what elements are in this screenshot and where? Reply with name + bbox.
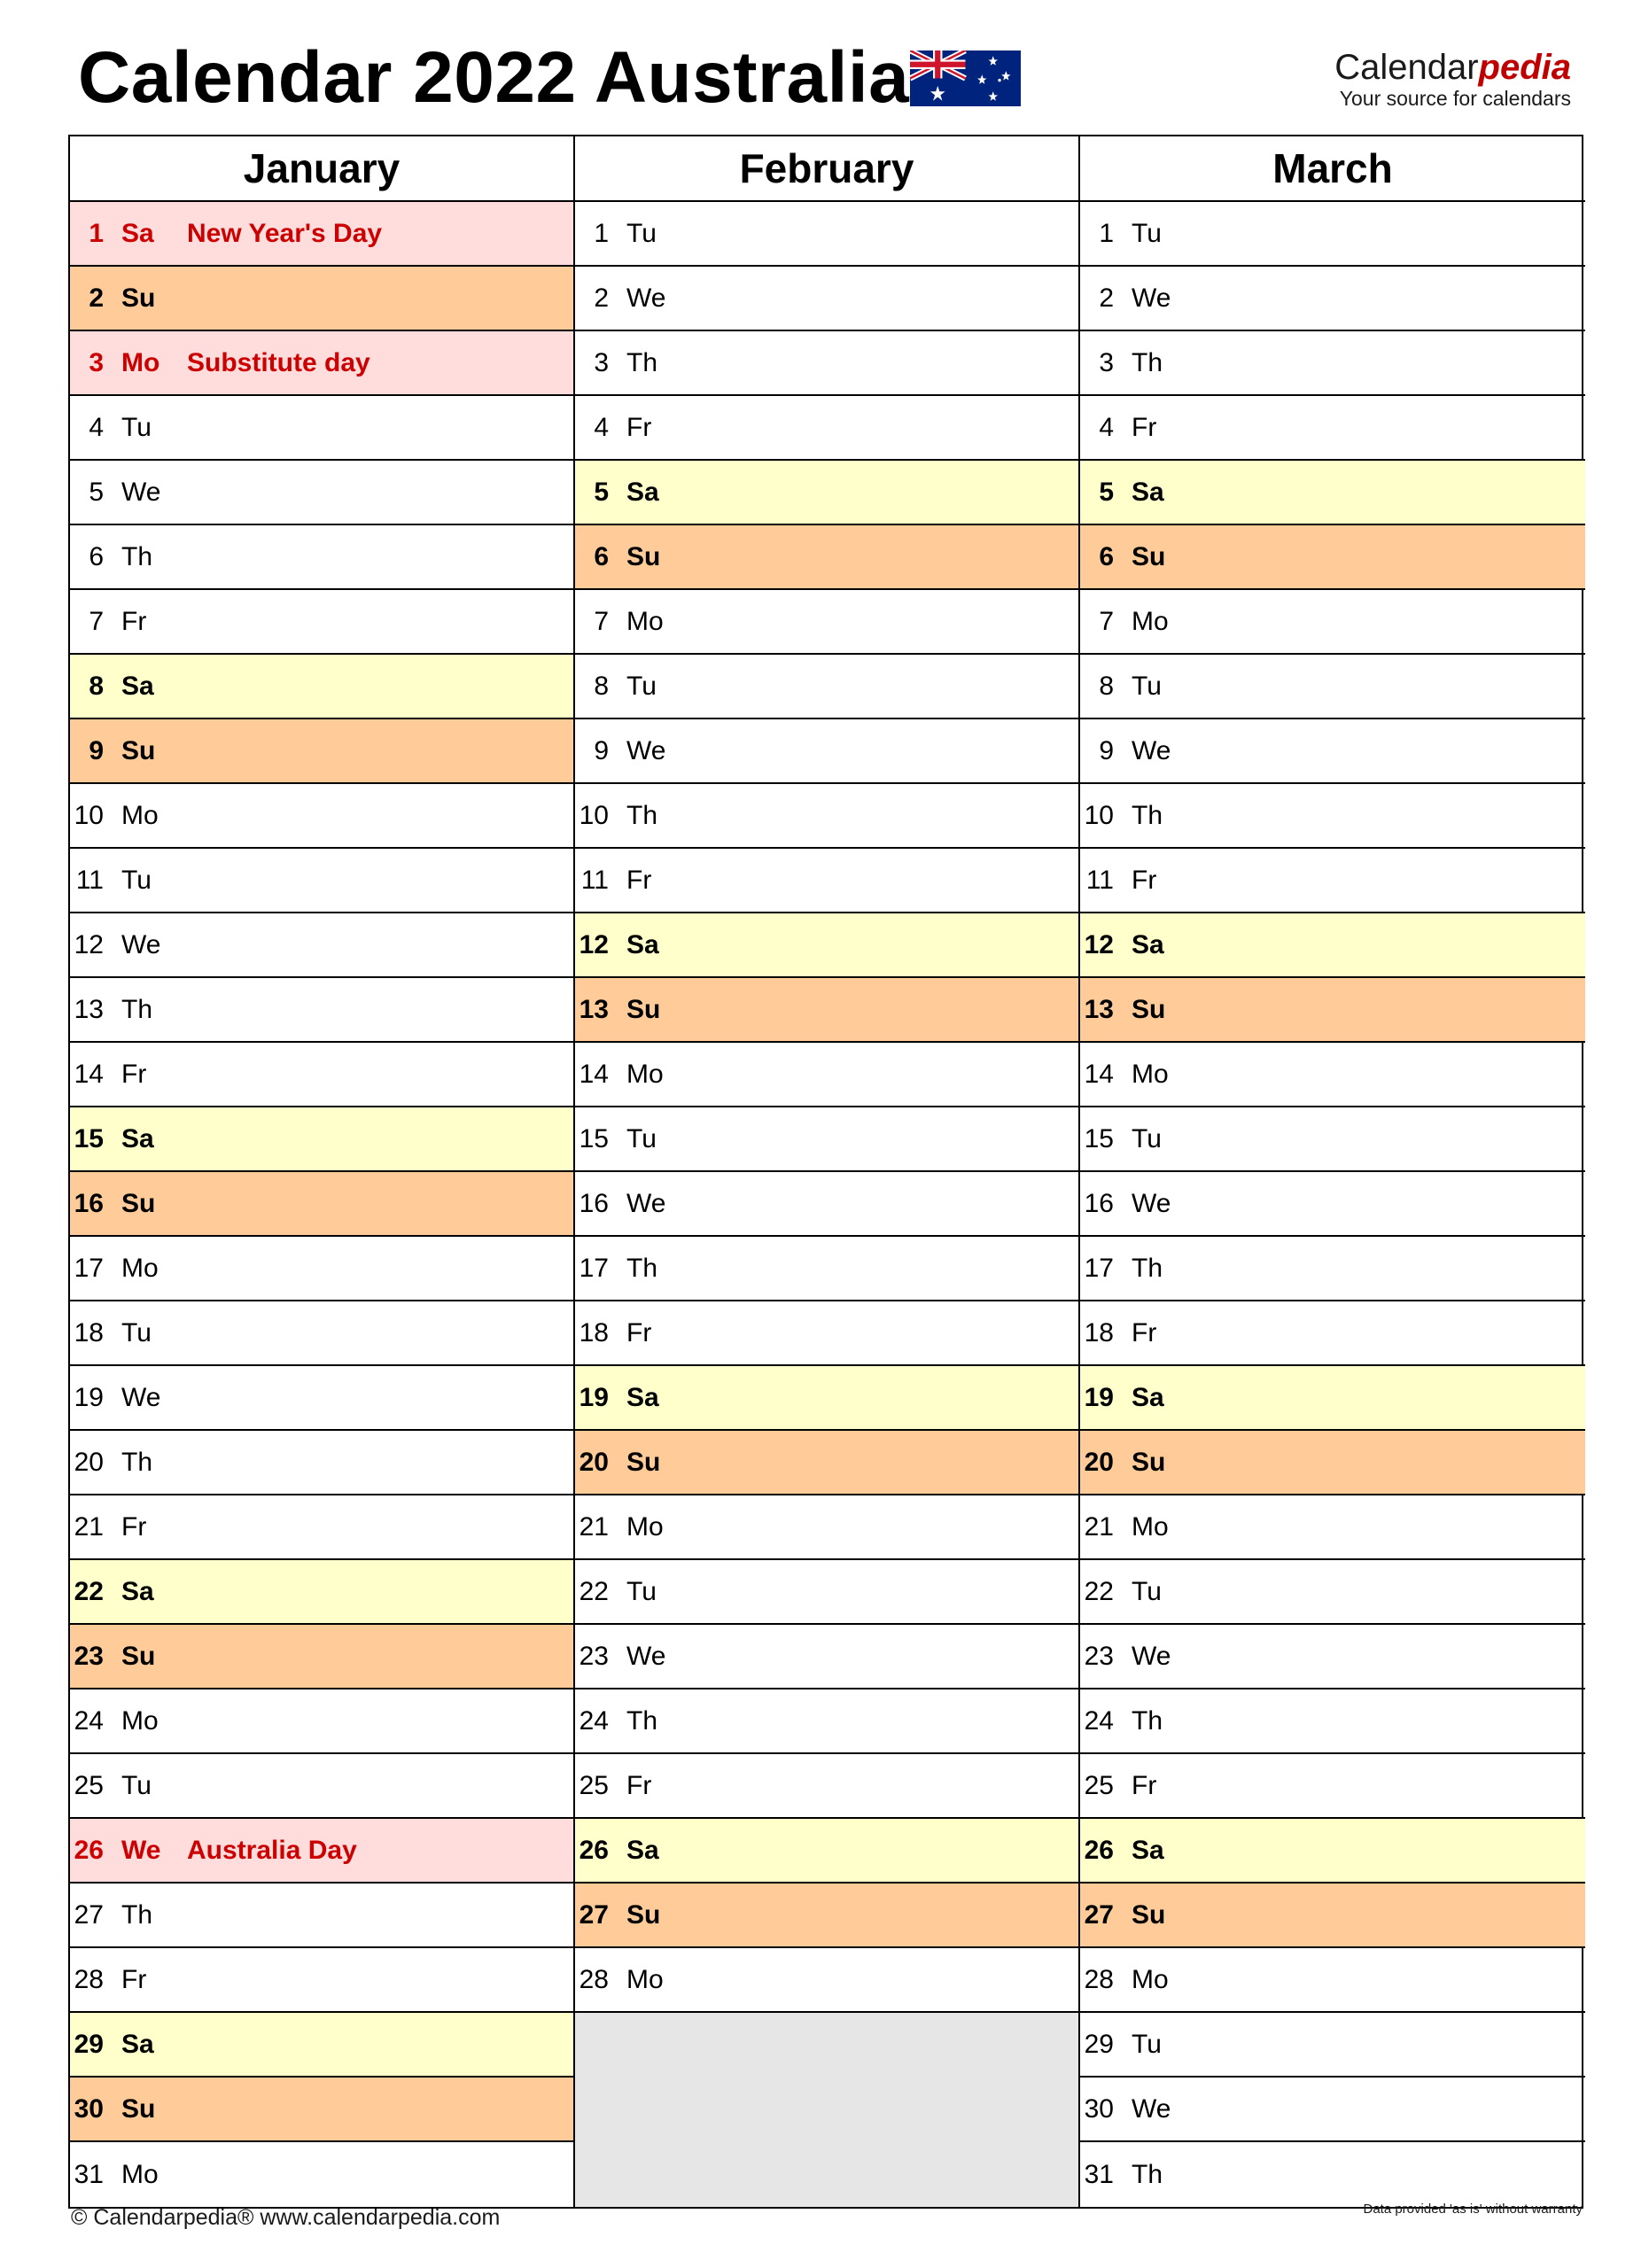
day-number: 15: [1084, 1123, 1114, 1153]
month-header: March: [1080, 136, 1585, 202]
day-row: [575, 267, 1078, 331]
day-number: 13: [1084, 994, 1114, 1024]
day-row: [575, 331, 1078, 396]
day-of-week: Su: [1132, 994, 1166, 1024]
day-number: 16: [579, 1188, 609, 1218]
day-number: 6: [89, 541, 104, 571]
day-of-week: Tu: [121, 1770, 152, 1800]
unused-days-filler: [575, 2013, 1078, 2207]
day-number: 26: [1084, 1835, 1114, 1865]
day-of-week: Mo: [626, 1059, 664, 1089]
day-of-week: Sa: [1132, 1835, 1164, 1865]
day-row: [575, 1043, 1078, 1107]
day-of-week: We: [121, 1382, 161, 1412]
day-number: 10: [579, 800, 609, 830]
day-row: [575, 525, 1078, 590]
month-header: January: [70, 136, 573, 202]
day-of-week: Tu: [626, 1576, 657, 1606]
day-row: [1080, 849, 1585, 913]
day-number: 17: [74, 1253, 104, 1283]
day-row: [70, 1107, 573, 1172]
day-row: [70, 1237, 573, 1301]
calendar-grid: [68, 135, 1583, 2209]
day-of-week: Mo: [1132, 1511, 1169, 1542]
day-of-week: Su: [121, 1641, 156, 1671]
day-number: 1: [89, 218, 104, 248]
day-number: 1: [1099, 218, 1114, 248]
day-number: 28: [74, 1964, 104, 1994]
day-number: 12: [74, 929, 104, 959]
day-row: [70, 913, 573, 978]
day-row: [1080, 978, 1585, 1043]
day-row: [575, 1366, 1078, 1431]
day-row: [70, 461, 573, 525]
day-number: 3: [1099, 347, 1114, 377]
day-row: [575, 1301, 1078, 1366]
day-of-week: Fr: [121, 1059, 147, 1089]
day-row: [70, 1560, 573, 1625]
day-of-week: Tu: [121, 412, 152, 442]
brand-logo[interactable]: [1334, 50, 1571, 109]
day-of-week: We: [1132, 1188, 1171, 1218]
day-row: [70, 1495, 573, 1560]
day-row: [575, 1819, 1078, 1884]
day-row: [70, 1884, 573, 1948]
day-number: 25: [74, 1770, 104, 1800]
day-of-week: Tu: [626, 1123, 657, 1153]
day-row: [1080, 2013, 1585, 2078]
day-of-week: Fr: [121, 1964, 147, 1994]
day-row: [1080, 267, 1585, 331]
day-of-week: Su: [1132, 1899, 1166, 1930]
day-number: 20: [579, 1447, 609, 1477]
day-number: 23: [1084, 1641, 1114, 1671]
day-row: [70, 655, 573, 719]
day-row: [575, 849, 1078, 913]
day-row: [1080, 1107, 1585, 1172]
day-row: [70, 2078, 573, 2142]
day-number: 31: [74, 2159, 104, 2189]
day-of-week: Mo: [1132, 1964, 1169, 1994]
month-column-february: [575, 136, 1080, 2207]
page-title: Calendar 2022 Australia: [78, 37, 910, 118]
day-row: [1080, 1043, 1585, 1107]
day-of-week: Su: [1132, 1447, 1166, 1477]
day-number: 18: [579, 1317, 609, 1348]
day-of-week: Su: [1132, 541, 1166, 571]
day-row: [70, 1301, 573, 1366]
day-of-week: Mo: [1132, 606, 1169, 636]
day-of-week: Tu: [121, 1317, 152, 1348]
day-number: 4: [89, 412, 104, 442]
day-of-week: Fr: [1132, 1317, 1157, 1348]
day-row: [70, 1754, 573, 1819]
day-of-week: Fr: [1132, 865, 1157, 895]
day-of-week: Sa: [626, 1835, 659, 1865]
day-row: [1080, 719, 1585, 784]
day-row: [575, 1884, 1078, 1948]
day-of-week: Su: [121, 283, 156, 313]
day-number: 22: [74, 1576, 104, 1606]
day-number: 8: [89, 671, 104, 701]
day-row: [575, 1689, 1078, 1754]
day-row: [70, 2142, 573, 2207]
day-number: 19: [1084, 1382, 1114, 1412]
day-row: [70, 1625, 573, 1689]
day-row: [70, 1366, 573, 1431]
day-number: 21: [74, 1511, 104, 1542]
day-row: [70, 849, 573, 913]
day-of-week: Th: [626, 347, 658, 377]
day-of-week: Sa: [121, 2029, 154, 2059]
day-row: [575, 719, 1078, 784]
day-of-week: We: [1132, 1641, 1171, 1671]
day-row: [575, 978, 1078, 1043]
day-of-week: Th: [626, 1705, 658, 1736]
day-of-week: We: [1132, 283, 1171, 313]
day-of-week: Fr: [121, 1511, 147, 1542]
day-of-week: We: [1132, 2093, 1171, 2124]
day-row: [70, 719, 573, 784]
day-row: [575, 590, 1078, 655]
day-row: [70, 202, 573, 267]
day-number: 18: [1084, 1317, 1114, 1348]
day-of-week: Sa: [626, 477, 659, 507]
day-row: [1080, 913, 1585, 978]
day-of-week: Sa: [1132, 477, 1164, 507]
day-number: 3: [89, 347, 104, 377]
day-row: [1080, 396, 1585, 461]
day-row: [70, 396, 573, 461]
day-number: 26: [579, 1835, 609, 1865]
day-row: [70, 1431, 573, 1495]
day-row: [70, 1172, 573, 1237]
day-of-week: Th: [121, 994, 153, 1024]
day-of-week: We: [121, 929, 161, 959]
day-number: 27: [74, 1899, 104, 1930]
brand-name: Calendarpedia: [1334, 48, 1571, 87]
day-of-week: Tu: [1132, 671, 1162, 701]
day-of-week: Su: [121, 2093, 156, 2124]
day-number: 2: [89, 283, 104, 313]
day-of-week: Tu: [1132, 218, 1162, 248]
day-of-week: We: [121, 477, 161, 507]
day-row: [70, 784, 573, 849]
day-number: 15: [74, 1123, 104, 1153]
day-row: [1080, 1301, 1585, 1366]
day-of-week: Su: [626, 1447, 661, 1477]
day-of-week: Su: [626, 541, 661, 571]
day-row: [70, 2013, 573, 2078]
day-number: 5: [1099, 477, 1114, 507]
day-row: [1080, 1495, 1585, 1560]
day-row: [1080, 1237, 1585, 1301]
day-of-week: Tu: [626, 671, 657, 701]
day-row: [70, 1948, 573, 2013]
day-of-week: Su: [121, 735, 156, 765]
day-number: 10: [74, 800, 104, 830]
day-of-week: Tu: [121, 865, 152, 895]
day-number: 20: [1084, 1447, 1114, 1477]
day-number: 30: [74, 2093, 104, 2124]
day-row: [1080, 461, 1585, 525]
day-number: 11: [75, 865, 104, 895]
day-row: [575, 396, 1078, 461]
day-of-week: Su: [121, 1188, 156, 1218]
day-row: [575, 202, 1078, 267]
day-of-week: Fr: [1132, 412, 1157, 442]
day-number: 14: [1084, 1059, 1114, 1089]
day-number: 25: [1084, 1770, 1114, 1800]
day-of-week: We: [626, 1641, 666, 1671]
day-of-week: Sa: [121, 218, 154, 248]
day-of-week: Tu: [1132, 2029, 1162, 2059]
day-row: [70, 978, 573, 1043]
day-number: 24: [579, 1705, 609, 1736]
day-of-week: Th: [1132, 347, 1163, 377]
day-row: [70, 267, 573, 331]
day-row: [1080, 784, 1585, 849]
day-row: [1080, 590, 1585, 655]
day-row: [575, 784, 1078, 849]
day-number: 24: [1084, 1705, 1114, 1736]
day-of-week: Mo: [121, 800, 159, 830]
day-of-week: We: [121, 1835, 161, 1865]
day-of-week: Th: [1132, 1253, 1163, 1283]
day-number: 28: [579, 1964, 609, 1994]
day-of-week: Sa: [121, 1123, 154, 1153]
day-row: [575, 461, 1078, 525]
day-of-week: Fr: [1132, 1770, 1157, 1800]
day-row: [70, 331, 573, 396]
day-of-week: Sa: [121, 1576, 154, 1606]
day-row: [1080, 1948, 1585, 2013]
day-row: [1080, 1172, 1585, 1237]
brand-tagline: Your source for calendars: [1339, 87, 1571, 110]
day-number: 27: [1084, 1899, 1114, 1930]
day-row: [575, 1495, 1078, 1560]
day-number: 6: [1099, 541, 1114, 571]
day-of-week: We: [1132, 735, 1171, 765]
day-number: 27: [579, 1899, 609, 1930]
day-of-week: Mo: [1132, 1059, 1169, 1089]
day-number: 13: [74, 994, 104, 1024]
day-of-week: Sa: [121, 671, 154, 701]
day-number: 29: [1084, 2029, 1114, 2059]
day-number: 5: [89, 477, 104, 507]
day-number: 7: [1099, 606, 1114, 636]
day-number: 30: [1084, 2093, 1114, 2124]
day-row: [1080, 1819, 1585, 1884]
day-number: 18: [74, 1317, 104, 1348]
day-of-week: Th: [121, 541, 153, 571]
day-row: [575, 1754, 1078, 1819]
australia-flag-icon: [910, 50, 1021, 106]
day-of-week: Sa: [626, 1382, 659, 1412]
day-number: 22: [579, 1576, 609, 1606]
day-number: 24: [74, 1705, 104, 1736]
day-row: [575, 1948, 1078, 2013]
footer-copyright: © Calendarpedia® www.calendarpedia.com: [71, 2205, 501, 2230]
day-number: 28: [1084, 1964, 1114, 1994]
day-number: 17: [579, 1253, 609, 1283]
day-of-week: Su: [626, 1899, 661, 1930]
day-of-week: Mo: [626, 1511, 664, 1542]
day-number: 15: [579, 1123, 609, 1153]
day-number: 8: [1099, 671, 1114, 701]
day-number: 5: [594, 477, 609, 507]
day-of-week: Th: [121, 1447, 153, 1477]
day-of-week: Mo: [121, 2159, 159, 2189]
day-number: 14: [74, 1059, 104, 1089]
day-number: 7: [89, 606, 104, 636]
day-of-week: Sa: [626, 929, 659, 959]
day-number: 4: [1099, 412, 1114, 442]
day-number: 7: [594, 606, 609, 636]
day-number: 11: [1085, 865, 1114, 895]
day-of-week: Sa: [1132, 1382, 1164, 1412]
day-of-week: Mo: [121, 347, 160, 377]
day-number: 12: [579, 929, 609, 959]
day-number: 10: [1084, 800, 1114, 830]
day-of-week: Tu: [626, 218, 657, 248]
day-number: 2: [594, 283, 609, 313]
holiday-label: Substitute day: [187, 347, 370, 377]
day-number: 8: [594, 671, 609, 701]
day-row: [70, 1819, 573, 1884]
day-number: 11: [580, 865, 609, 895]
day-number: 9: [89, 735, 104, 765]
day-of-week: Fr: [626, 865, 652, 895]
day-row: [1080, 1366, 1585, 1431]
day-number: 2: [1099, 283, 1114, 313]
day-of-week: Mo: [626, 1964, 664, 1994]
day-number: 23: [74, 1641, 104, 1671]
day-number: 16: [1084, 1188, 1114, 1218]
day-row: [70, 590, 573, 655]
month-header: February: [575, 136, 1078, 202]
day-row: [575, 1560, 1078, 1625]
day-of-week: Fr: [626, 412, 652, 442]
day-of-week: Th: [626, 1253, 658, 1283]
day-of-week: Th: [1132, 1705, 1163, 1736]
day-row: [70, 525, 573, 590]
day-number: 21: [1084, 1511, 1114, 1542]
holiday-label: New Year's Day: [187, 218, 383, 248]
day-number: 17: [1084, 1253, 1114, 1283]
day-number: 31: [1084, 2159, 1114, 2189]
day-row: [70, 1689, 573, 1754]
day-number: 29: [74, 2029, 104, 2059]
day-number: 19: [74, 1382, 104, 1412]
day-of-week: Fr: [626, 1317, 652, 1348]
day-row: [1080, 2078, 1585, 2142]
holiday-label: Australia Day: [187, 1835, 357, 1865]
day-row: [1080, 1754, 1585, 1819]
day-of-week: Tu: [1132, 1123, 1162, 1153]
day-of-week: Tu: [1132, 1576, 1162, 1606]
day-number: 21: [579, 1511, 609, 1542]
day-number: 23: [579, 1641, 609, 1671]
day-row: [1080, 1625, 1585, 1689]
day-row: [575, 1107, 1078, 1172]
day-row: [1080, 525, 1585, 590]
day-number: 6: [594, 541, 609, 571]
day-of-week: Mo: [121, 1705, 159, 1736]
day-of-week: Mo: [626, 606, 664, 636]
day-row: [575, 913, 1078, 978]
footer-disclaimer: Data provided 'as is' without warranty: [1363, 2202, 1583, 2217]
day-of-week: Th: [121, 1899, 153, 1930]
day-number: 20: [74, 1447, 104, 1477]
day-of-week: Th: [1132, 2159, 1163, 2189]
day-row: [1080, 331, 1585, 396]
day-row: [575, 1237, 1078, 1301]
day-of-week: Su: [626, 994, 661, 1024]
day-number: 1: [594, 218, 609, 248]
day-row: [575, 1172, 1078, 1237]
day-of-week: Mo: [121, 1253, 159, 1283]
day-row: [575, 1625, 1078, 1689]
day-number: 16: [74, 1188, 104, 1218]
day-number: 9: [1099, 735, 1114, 765]
day-row: [575, 655, 1078, 719]
day-number: 26: [74, 1835, 104, 1865]
month-column-march: [1080, 136, 1585, 2207]
day-number: 9: [594, 735, 609, 765]
day-number: 4: [594, 412, 609, 442]
day-row: [1080, 655, 1585, 719]
day-number: 22: [1084, 1576, 1114, 1606]
day-of-week: Fr: [626, 1770, 652, 1800]
month-column-january: [70, 136, 575, 2207]
day-of-week: Fr: [121, 606, 147, 636]
day-number: 19: [579, 1382, 609, 1412]
day-number: 25: [579, 1770, 609, 1800]
day-row: [1080, 1689, 1585, 1754]
day-number: 13: [579, 994, 609, 1024]
day-number: 14: [579, 1059, 609, 1089]
day-row: [1080, 1884, 1585, 1948]
day-row: [1080, 1560, 1585, 1625]
day-number: 3: [594, 347, 609, 377]
day-number: 12: [1084, 929, 1114, 959]
day-row: [575, 1431, 1078, 1495]
day-row: [1080, 1431, 1585, 1495]
day-of-week: Th: [1132, 800, 1163, 830]
day-of-week: Sa: [1132, 929, 1164, 959]
day-of-week: We: [626, 735, 666, 765]
day-of-week: We: [626, 283, 666, 313]
day-row: [1080, 202, 1585, 267]
day-of-week: We: [626, 1188, 666, 1218]
day-row: [70, 1043, 573, 1107]
day-of-week: Th: [626, 800, 658, 830]
day-row: [1080, 2142, 1585, 2207]
